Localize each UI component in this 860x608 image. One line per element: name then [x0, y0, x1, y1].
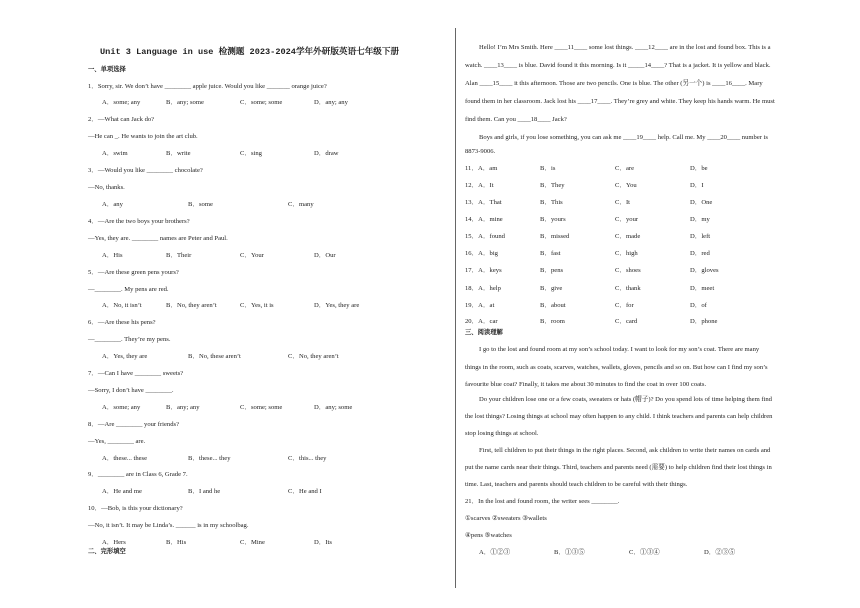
- answer-option: D．any; any: [314, 99, 348, 106]
- question-text: 3．—Would you like ________ chocolate?: [88, 167, 203, 174]
- answer-option: A．He and me: [102, 488, 142, 495]
- reading-answer-option: C．①③④: [629, 549, 660, 556]
- answer-option: B．some: [188, 201, 213, 208]
- question-text: 6．—Are these his pens?: [88, 319, 156, 326]
- cloze-option: 15．A．found: [465, 233, 505, 240]
- reading-answer-option: A．①②③: [479, 549, 511, 556]
- cloze-option: B．is: [540, 165, 556, 172]
- question-text: 5．—Are these green pens yours?: [88, 269, 179, 276]
- answer-option: C．some; some: [240, 404, 283, 411]
- cloze-passage-line: Boys and girls, if you lose something, you can ask me ____19____ help. Call me. My ____20____ number is: [479, 134, 768, 141]
- cloze-option: D．meet: [690, 285, 715, 292]
- reading-passage-line: things in the room, such as coats, scarves, watches, wallets, gloves, pencils and so on. But how can I find my son’s: [465, 364, 768, 371]
- answer-option: D．Yes, they are: [314, 302, 360, 309]
- cloze-option: 19．A．at: [465, 302, 495, 309]
- answer-option: D．any; some: [314, 404, 353, 411]
- cloze-option: D．phone: [690, 318, 718, 325]
- reading-passage-line: the lost things? Losing things at school may often happen to any child. I think teachers and parents can help children: [465, 413, 773, 420]
- question-text: 7．—Can I have ________ sweets?: [88, 370, 184, 377]
- answer-option: A．some; any: [102, 404, 141, 411]
- cloze-option: C．It: [615, 199, 631, 206]
- cloze-option: 16．A．big: [465, 250, 498, 257]
- cloze-passage-line: Hello! I’m Mrs Smith. Here ____11____ some lost things. ____12____ are in the lost and found box. This is a: [479, 44, 771, 51]
- column-divider: [455, 28, 456, 588]
- question-text: —Yes, they are. ________ names are Peter and Paul.: [88, 235, 228, 242]
- section-heading-single-choice: 一、单项选择: [88, 66, 126, 73]
- question-text: —________. My pens are red.: [88, 286, 169, 293]
- cloze-option: D．my: [690, 216, 710, 223]
- cloze-option: C．shoes: [615, 267, 641, 274]
- answer-option: B．any; any: [166, 404, 200, 411]
- answer-option: D．Its: [314, 539, 332, 546]
- answer-option: A．any: [102, 201, 123, 208]
- answer-option: B．No, these aren’t: [188, 353, 241, 360]
- answer-option: C．this... they: [288, 455, 327, 462]
- cloze-option: D．I: [690, 182, 704, 189]
- question-text: —Yes, ________ are.: [88, 438, 146, 445]
- cloze-option: D．red: [690, 250, 710, 257]
- reading-passage-line: Do your children lose one or a few coats, sweaters or hats (帽子)? Do you spend lots of time helping them find: [479, 396, 772, 403]
- answer-option: C．some; some: [240, 99, 283, 106]
- cloze-option: B．They: [540, 182, 565, 189]
- answer-option: C．He and I: [288, 488, 322, 495]
- cloze-option: B．give: [540, 285, 563, 292]
- reading-passage-line: stop losing things at school.: [465, 430, 539, 437]
- answer-option: C．many: [288, 201, 314, 208]
- cloze-option: C．for: [615, 302, 634, 309]
- cloze-option: D．gloves: [690, 267, 719, 274]
- cloze-option: D．left: [690, 233, 711, 240]
- answer-option: B．Their: [166, 252, 192, 259]
- reading-passage-line: time. Last, teachers and parents should teach children to be careful with their things.: [465, 481, 688, 488]
- answer-option: D．draw: [314, 150, 339, 157]
- cloze-option: 13．A．That: [465, 199, 502, 206]
- cloze-option: B．yours: [540, 216, 566, 223]
- question-text: 4．—Are the two boys your brothers?: [88, 218, 190, 225]
- reading-answer-option: B．①③⑤: [554, 549, 585, 556]
- question-text: 2．—What can Jack do?: [88, 116, 155, 123]
- answer-option: D．Our: [314, 252, 336, 259]
- reading-question-items: ①scarves ②sweaters ③wallets: [465, 515, 547, 522]
- cloze-option: C．made: [615, 233, 641, 240]
- question-text: 9．________ are in Class 6, Grade 7.: [88, 471, 188, 478]
- reading-question-items: ④pens ⑤watches: [465, 532, 512, 539]
- answer-option: B．No, they aren’t: [166, 302, 217, 309]
- answer-option: B．write: [166, 150, 191, 157]
- cloze-passage-line: found them in her classroom. Jack lost his ____17____. They’re grey and white. They keep his hands warm. He must: [465, 98, 775, 105]
- cloze-option: C．are: [615, 165, 635, 172]
- answer-option: A．swim: [102, 150, 128, 157]
- cloze-option: B．room: [540, 318, 565, 325]
- cloze-passage-line: 8873-9006.: [465, 148, 496, 155]
- cloze-option: D．One: [690, 199, 713, 206]
- cloze-option: C．You: [615, 182, 637, 189]
- cloze-option: 20．A．car: [465, 318, 498, 325]
- cloze-passage-line: Alan ____15____ it this afternoon. Those are two pencils. One is blue. The other (另一个) is ____16____. Mary: [465, 80, 763, 87]
- cloze-option: B．This: [540, 199, 563, 206]
- cloze-option: B．about: [540, 302, 566, 309]
- answer-option: A．His: [102, 252, 123, 259]
- answer-option: B．any; some: [166, 99, 204, 106]
- reading-question-text: 21．In the lost and found room, the writer sees ________.: [465, 498, 620, 505]
- cloze-passage-line: watch. ____13____ is blue. David found it this morning. Is it _____14____? That is a jacket. It is yellow and black.: [465, 62, 771, 69]
- question-text: —He can _. He wants to join the art club.: [88, 133, 198, 140]
- answer-option: A．some; any: [102, 99, 141, 106]
- section-heading-reading: 三、阅读理解: [465, 329, 503, 336]
- answer-option: B．I and he: [188, 488, 221, 495]
- answer-option: A．Yes, they are: [102, 353, 148, 360]
- question-text: 1．Sorry, sir. We don’t have ________ apple juice. Would you like _______ orange juice?: [88, 83, 327, 90]
- cloze-option: D．of: [690, 302, 707, 309]
- question-text: —No, thanks.: [88, 184, 125, 191]
- cloze-option: C．card: [615, 318, 638, 325]
- reading-answer-option: D．②③⑤: [704, 549, 736, 556]
- reading-passage-line: put the name cards near their things. Third, teachers and parents need (需要) to help children find their lost things in: [465, 464, 772, 471]
- answer-option: C．Mine: [240, 539, 265, 546]
- cloze-option: 11．A．am: [465, 165, 498, 172]
- question-text: 10．—Bob, is this your dictionary?: [88, 505, 183, 512]
- question-text: 8．—Are ________ your friends?: [88, 421, 180, 428]
- reading-passage-line: favourite blue coat? Finally, it takes me about 30 minutes to find the coat in over 100 coats.: [465, 381, 707, 388]
- page-title: Unit 3 Language in use 检测题 2023-2024学年外研版英语七年级下册: [100, 47, 400, 57]
- answer-option: C．Your: [240, 252, 264, 259]
- cloze-option: 12．A．It: [465, 182, 494, 189]
- answer-option: A．these... these: [102, 455, 148, 462]
- answer-option: A．No, it isn’t: [102, 302, 142, 309]
- answer-option: B．His: [166, 539, 187, 546]
- cloze-option: C．high: [615, 250, 638, 257]
- reading-passage-line: First, tell children to put their things in the right places. Second, ask children to write their names on cards and: [479, 447, 771, 454]
- cloze-option: B．fast: [540, 250, 561, 257]
- section-heading-cloze: 二、完形填空: [88, 548, 126, 555]
- cloze-option: B．pens: [540, 267, 564, 274]
- cloze-option: B．missed: [540, 233, 570, 240]
- answer-option: C．Yes, it is: [240, 302, 274, 309]
- answer-option: B．these... they: [188, 455, 231, 462]
- question-text: —Sorry, I don’t have ________.: [88, 387, 174, 394]
- question-text: —________. They’re my pens.: [88, 336, 171, 343]
- cloze-option: C．thank: [615, 285, 641, 292]
- cloze-option: 17．A．keys: [465, 267, 502, 274]
- question-text: —No, it isn’t. It may be Linda’s. ______ is in my schoolbag.: [88, 522, 249, 529]
- answer-option: A．Hers: [102, 539, 126, 546]
- reading-passage-line: I go to the lost and found room at my son’s school today. I want to look for my son’s coat. There are many: [479, 346, 760, 353]
- cloze-passage-line: find them. Can you ____18____ Jack?: [465, 116, 567, 123]
- answer-option: C．No, they aren’t: [288, 353, 339, 360]
- cloze-option: 18．A．help: [465, 285, 501, 292]
- cloze-option: D．be: [690, 165, 708, 172]
- cloze-option: 14．A．mine: [465, 216, 503, 223]
- answer-option: C．sing: [240, 150, 262, 157]
- cloze-option: C．your: [615, 216, 639, 223]
